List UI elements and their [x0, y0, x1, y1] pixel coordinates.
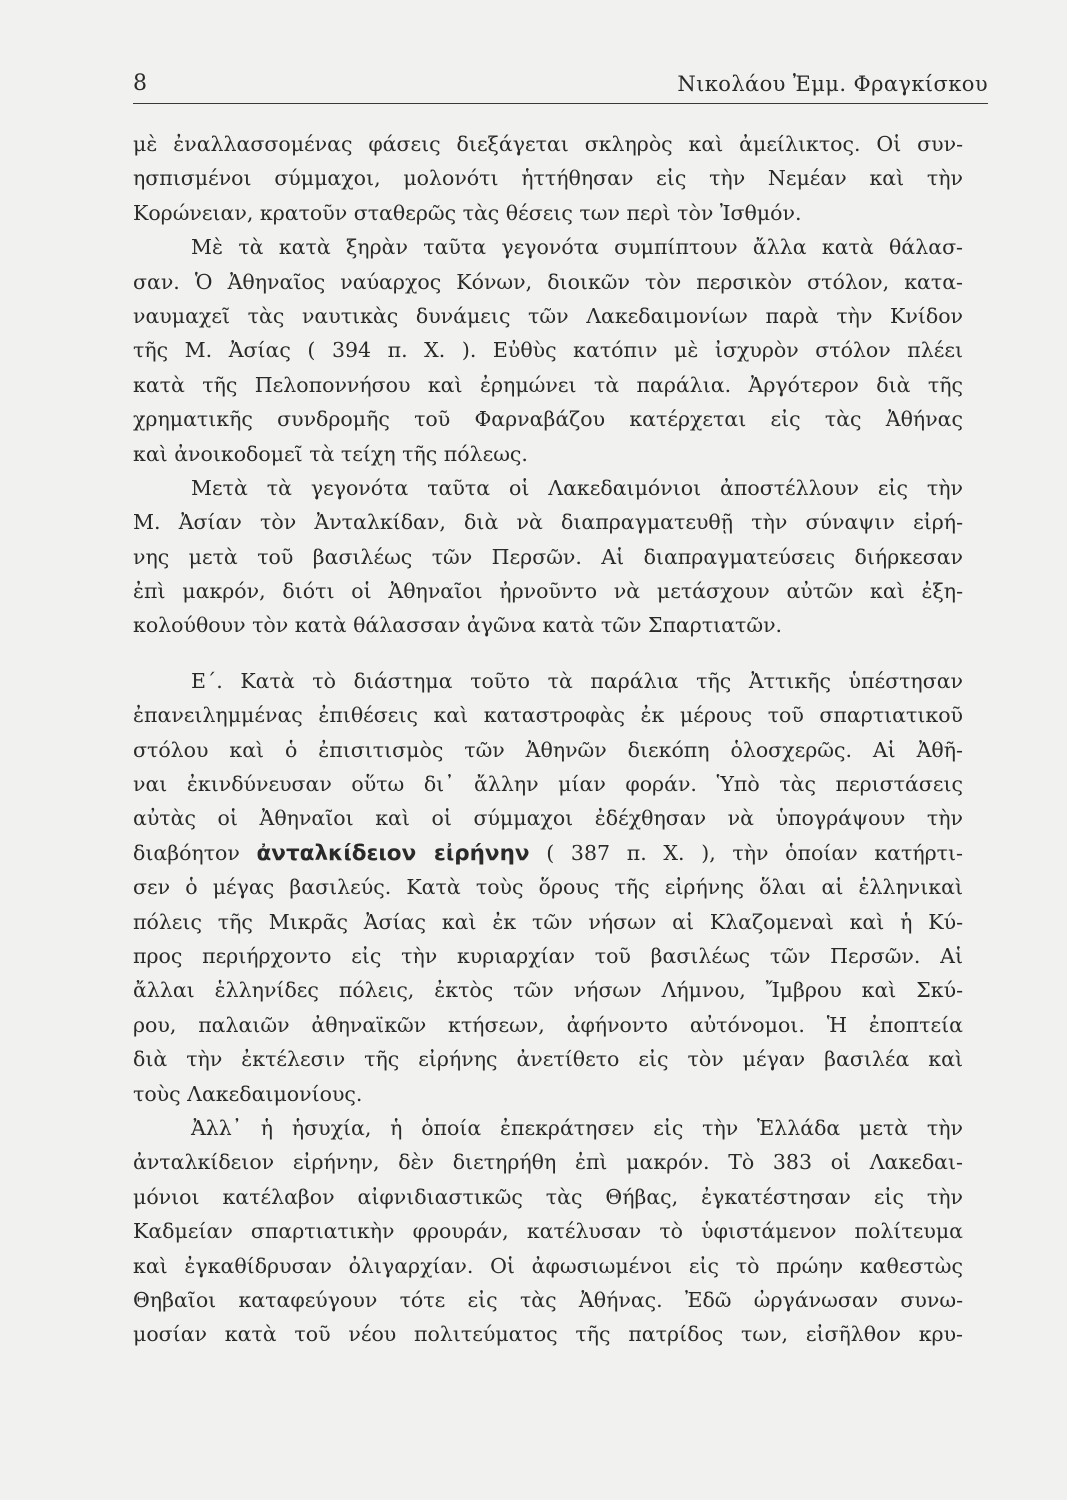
text-line: ρου, παλαιῶν ἀθηναϊκῶν κτήσεων, ἀφήνοντο αὐτόνομοι. Ἡ ἐποπτεία — [133, 1012, 963, 1037]
text-line: ναι ἐκινδύνευσαν οὕτω δι᾽ ἄλλην μίαν φοράν. Ὑπὸ τὰς περιστάσεις — [133, 772, 963, 797]
text-line: Μ. Ἀσίαν τὸν Ἀνταλκίδαν, διὰ νὰ διαπραγματευθῇ τὴν σύναψιν εἰρή- — [133, 510, 963, 535]
text-line: αὐτὰς οἱ Ἀθηναῖοι καὶ οἱ σύμμαχοι ἐδέχθησαν νὰ ὑπογράψουν τὴν — [133, 806, 963, 831]
text-line: ἐπὶ μακρόν, διότι οἱ Ἀθηναῖοι ἠρνοῦντο νὰ μετάσχουν αὐτῶν καὶ ἐξη- — [133, 579, 963, 604]
text-segment: ( 387 π. Χ. ), τὴν ὁποίαν κατήρτι- — [529, 840, 963, 865]
text-line: ἀνταλκίδειον εἰρήνην, δὲν διετηρήθη ἐπὶ μακρόν. Τὸ 383 οἱ Λακεδαι- — [133, 1150, 963, 1175]
text-line: νης μετὰ τοῦ βασιλέως τῶν Περσῶν. Αἱ διαπραγματεύσεις διήρκεσαν — [133, 544, 963, 569]
text-line: διὰ τὴν ἐκτέλεσιν τῆς εἰρήνης ἀνετίθετο εἰς τὸν μέγαν βασιλέα καὶ — [133, 1047, 963, 1072]
text-line: Κορώνειαν, κρατοῦν σταθερῶς τὰς θέσεις των περὶ τὸν Ἰσθμόν. — [133, 200, 802, 225]
text-line: χρηματικῆς συνδρομῆς τοῦ Φαρναβάζου κατέρχεται εἰς τὰς Ἀθήνας — [133, 407, 963, 432]
text-line: ναυμαχεῖ τὰς ναυτικὰς δυνάμεις τῶν Λακεδαιμονίων παρὰ τὴν Κνίδον — [133, 303, 963, 328]
page-header — [133, 66, 988, 102]
text-line: καὶ ἀνοικοδομεῖ τὰ τείχη τῆς πόλεως. — [133, 441, 528, 466]
text-line: Μὲ τὰ κατὰ ξηρὰν ταῦτα γεγονότα συμπίπτουν ἄλλα κατὰ θάλασ- — [191, 235, 963, 260]
text-line: τῆς Μ. Ἀσίας ( 394 π. Χ. ). Εὐθὺς κατόπιν μὲ ἰσχυρὸν στόλον πλέει — [133, 338, 963, 363]
text-line: σεν ὁ μέγας βασιλεύς. Κατὰ τοὺς ὅρους τῆς εἰρήνης ὅλαι αἱ ἑλληνικαὶ — [133, 875, 963, 900]
body-text — [133, 127, 963, 1352]
running-title: Νικολάου Ἐμμ. Φραγκίσκου — [677, 72, 988, 96]
text-line: μοσίαν κατὰ τοῦ νέου πολιτεύματος τῆς πατρίδος των, εἰσῆλθον κρυ- — [133, 1322, 963, 1347]
text-line: ησπισμένοι σύμμαχοι, μολονότι ἡττήθησαν εἰς τὴν Νεμέαν καὶ τὴν — [133, 166, 963, 191]
text-line: τοὺς Λακεδαιμονίους. — [133, 1081, 363, 1106]
emphasized-term: ἀνταλκίδειον εἰρήνην — [256, 840, 530, 866]
text-line: προς περιήρχοντο εἰς τὴν κυριαρχίαν τοῦ βασιλέως τῶν Περσῶν. Αἱ — [133, 943, 963, 968]
text-line: Μετὰ τὰ γεγονότα ταῦτα οἱ Λακεδαιμόνιοι ἀποστέλλουν εἰς τὴν — [191, 475, 963, 500]
text-line: κολούθουν τὸν κατὰ θάλασσαν ἀγῶνα κατὰ τῶν Σπαρτιατῶν. — [133, 613, 783, 638]
text-line: στόλου καὶ ὁ ἐπισιτισμὸς τῶν Ἀθηνῶν διεκόπη ὁλοσχερῶς. Αἱ Ἀθῆ- — [133, 737, 963, 762]
text-line: μόνιοι κατέλαβον αἰφνιδιαστικῶς τὰς Θήβας, ἐγκατέστησαν εἰς τὴν — [133, 1184, 963, 1209]
text-line: σαν. Ὁ Ἀθηναῖος ναύαρχος Κόνων, διοικῶν τὸν περσικὸν στόλον, κατα- — [133, 269, 963, 294]
text-line: Καδμείαν σπαρτιατικὴν φρουράν, κατέλυσαν τὸ ὑφιστάμενον πολίτευμα — [133, 1219, 963, 1244]
text-line: πόλεις τῆς Μικρᾶς Ἀσίας καὶ ἐκ τῶν νήσων αἱ Κλαζομεναὶ καὶ ἡ Κύ- — [133, 909, 963, 934]
text-line: καὶ ἐγκαθίδρυσαν ὀλιγαρχίαν. Οἱ ἀφωσιωμένοι εἰς τὸ πρώην καθεστὼς — [133, 1253, 963, 1278]
page-number: 8 — [133, 71, 147, 96]
section-gap — [133, 643, 963, 664]
text-segment: διαβόητον — [133, 840, 257, 865]
text-line: κατὰ τῆς Πελοποννήσου καὶ ἐρημώνει τὰ παράλια. Ἀργότερον διὰ τῆς — [133, 372, 963, 397]
text-line: μὲ ἐναλλασσομένας φάσεις διεξάγεται σκληρὸς καὶ ἀμείλικτος. Οἱ συν- — [133, 132, 963, 156]
text-line-emphasis — [133, 836, 963, 870]
text-line: ἄλλαι ἑλληνίδες πόλεις, ἐκτὸς τῶν νήσων Λήμνου, Ἴμβρου καὶ Σκύ- — [133, 978, 963, 1003]
text-line: Ε΄. Κατὰ τὸ διάστημα τοῦτο τὰ παράλια τῆς Ἀττικῆς ὑπέστησαν — [191, 668, 963, 693]
text-line: ἐπανειλημμένας ἐπιθέσεις καὶ καταστροφὰς ἐκ μέρους τοῦ σπαρτιατικοῦ — [133, 703, 963, 728]
header-rule — [133, 103, 988, 104]
text-line: Ἀλλ᾽ ἡ ἡσυχία, ἡ ὁποία ἐπεκράτησεν εἰς τὴν Ἑλλάδα μετὰ τὴν — [191, 1115, 963, 1140]
text-line: Θηβαῖοι καταφεύγουν τότε εἰς τὰς Ἀθήνας. Ἐδῶ ὠργάνωσαν συνω- — [133, 1287, 963, 1312]
